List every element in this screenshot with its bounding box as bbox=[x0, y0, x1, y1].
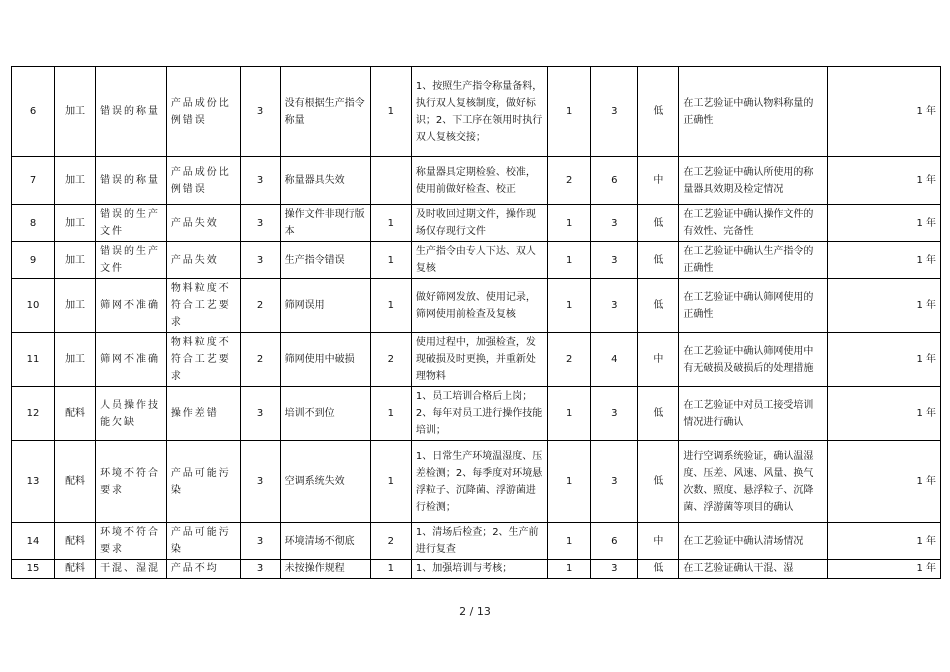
row-number-cell: 12 bbox=[12, 387, 55, 441]
failure-cause-cell: 环境清场不彻底 bbox=[280, 523, 370, 560]
occurrence-cell: 2 bbox=[370, 333, 411, 387]
failure-cause-cell: 培训不到位 bbox=[280, 387, 370, 441]
risk-level-cell: 低 bbox=[638, 242, 679, 279]
review-period-cell: 1 年 bbox=[828, 387, 941, 441]
table-row bbox=[12, 67, 941, 157]
failure-effect-cell: 产品失效 bbox=[166, 242, 240, 279]
validation-measure-cell: 在工艺验证中对员工接受培训情况进行确认 bbox=[679, 387, 828, 441]
review-period-cell: 1 年 bbox=[828, 333, 941, 387]
process-step-cell: 配料 bbox=[55, 560, 96, 579]
severity-cell: 2 bbox=[240, 333, 280, 387]
failure-mode-cell: 错误的称量 bbox=[96, 67, 167, 157]
table-row bbox=[12, 333, 941, 387]
occurrence-cell: 1 bbox=[370, 242, 411, 279]
failure-effect-cell: 产品可能污染 bbox=[166, 441, 240, 523]
process-step-cell: 加工 bbox=[55, 333, 96, 387]
occurrence-cell: 1 bbox=[370, 387, 411, 441]
risk-priority-number-cell: 4 bbox=[591, 333, 638, 387]
failure-effect-cell: 产品不均 bbox=[166, 560, 240, 579]
process-step-cell: 加工 bbox=[55, 157, 96, 205]
validation-measure-cell: 进行空调系统验证，确认温湿度、压差、风速、风量、换气次数、照度、悬浮粒子、沉降菌、浮游菌等项目的确认 bbox=[679, 441, 828, 523]
risk-level-cell: 中 bbox=[638, 523, 679, 560]
current-control-cell: 1、员工培训合格后上岗；2、每年对员工进行操作技能培训； bbox=[411, 387, 547, 441]
failure-effect-cell: 产品失效 bbox=[166, 205, 240, 242]
risk-level-cell: 低 bbox=[638, 279, 679, 333]
failure-mode-cell: 环境不符合要求 bbox=[96, 523, 167, 560]
validation-measure-cell: 在工艺验证确认干混、湿 bbox=[679, 560, 828, 579]
failure-effect-cell: 操作差错 bbox=[166, 387, 240, 441]
failure-effect-cell: 物料粒度不符合工艺要求 bbox=[166, 333, 240, 387]
row-number-cell: 8 bbox=[12, 205, 55, 242]
failure-cause-cell: 操作文件非现行版本 bbox=[280, 205, 370, 242]
row-number-cell: 15 bbox=[12, 560, 55, 579]
detection-cell: 2 bbox=[548, 157, 591, 205]
failure-cause-cell: 筛网误用 bbox=[280, 279, 370, 333]
failure-mode-cell: 人员操作技能欠缺 bbox=[96, 387, 167, 441]
validation-measure-cell: 在工艺验证中确认筛网使用中有无破损及破损后的处理措施 bbox=[679, 333, 828, 387]
row-number-cell: 9 bbox=[12, 242, 55, 279]
review-period-cell: 1 年 bbox=[828, 67, 941, 157]
severity-cell: 3 bbox=[240, 523, 280, 560]
review-period-cell: 1 年 bbox=[828, 242, 941, 279]
validation-measure-cell: 在工艺验证中确认生产指令的正确性 bbox=[679, 242, 828, 279]
risk-level-cell: 低 bbox=[638, 67, 679, 157]
table-row bbox=[12, 242, 941, 279]
failure-cause-cell: 空调系统失效 bbox=[280, 441, 370, 523]
risk-priority-number-cell: 3 bbox=[591, 441, 638, 523]
risk-level-cell: 低 bbox=[638, 441, 679, 523]
process-step-cell: 配料 bbox=[55, 387, 96, 441]
detection-cell: 1 bbox=[548, 387, 591, 441]
risk-level-cell: 低 bbox=[638, 560, 679, 579]
row-number-cell: 10 bbox=[12, 279, 55, 333]
review-period-cell: 1 年 bbox=[828, 523, 941, 560]
validation-measure-cell: 在工艺验证中确认清场情况 bbox=[679, 523, 828, 560]
review-period-cell: 1 年 bbox=[828, 279, 941, 333]
risk-priority-number-cell: 6 bbox=[591, 523, 638, 560]
row-number-cell: 7 bbox=[12, 157, 55, 205]
current-control-cell: 生产指令由专人下达、双人复核 bbox=[411, 242, 547, 279]
severity-cell: 3 bbox=[240, 560, 280, 579]
failure-mode-cell: 干混、湿混 bbox=[96, 560, 167, 579]
detection-cell: 2 bbox=[548, 333, 591, 387]
current-control-cell: 1、加强培训与考核； bbox=[411, 560, 547, 579]
row-number-cell: 13 bbox=[12, 441, 55, 523]
risk-priority-number-cell: 3 bbox=[591, 279, 638, 333]
validation-measure-cell: 在工艺验证中确认所使用的称量器具效期及检定情况 bbox=[679, 157, 828, 205]
failure-cause-cell: 筛网使用中破损 bbox=[280, 333, 370, 387]
table-row bbox=[12, 560, 941, 579]
failure-cause-cell: 未按操作规程 bbox=[280, 560, 370, 579]
occurrence-cell bbox=[370, 157, 411, 205]
page-indicator: 2 / 13 bbox=[459, 605, 491, 618]
table-row bbox=[12, 205, 941, 242]
table-row bbox=[12, 523, 941, 560]
detection-cell: 1 bbox=[548, 523, 591, 560]
occurrence-cell: 2 bbox=[370, 523, 411, 560]
table-row bbox=[12, 157, 941, 205]
detection-cell: 1 bbox=[548, 560, 591, 579]
detection-cell: 1 bbox=[548, 242, 591, 279]
risk-level-cell: 中 bbox=[638, 333, 679, 387]
current-control-cell: 使用过程中，加强检查，发现破损及时更换，并重新处理物料 bbox=[411, 333, 547, 387]
failure-mode-cell: 错误的称量 bbox=[96, 157, 167, 205]
current-control-cell: 1、日常生产环境温湿度、压差检测；2、每季度对环境悬浮粒子、沉降菌、浮游菌进行检测； bbox=[411, 441, 547, 523]
risk-priority-number-cell: 6 bbox=[591, 157, 638, 205]
risk-level-cell: 低 bbox=[638, 205, 679, 242]
failure-mode-cell: 错误的生产文件 bbox=[96, 205, 167, 242]
review-period-cell: 1 年 bbox=[828, 560, 941, 579]
row-number-cell: 11 bbox=[12, 333, 55, 387]
risk-priority-number-cell: 3 bbox=[591, 67, 638, 157]
failure-mode-cell: 错误的生产文件 bbox=[96, 242, 167, 279]
severity-cell: 3 bbox=[240, 205, 280, 242]
process-step-cell: 配料 bbox=[55, 441, 96, 523]
risk-level-cell: 低 bbox=[638, 387, 679, 441]
failure-mode-cell: 筛网不准确 bbox=[96, 333, 167, 387]
severity-cell: 3 bbox=[240, 387, 280, 441]
severity-cell: 3 bbox=[240, 67, 280, 157]
validation-measure-cell: 在工艺验证中确认操作文件的有效性、完备性 bbox=[679, 205, 828, 242]
detection-cell: 1 bbox=[548, 279, 591, 333]
review-period-cell: 1 年 bbox=[828, 157, 941, 205]
failure-effect-cell: 产品成份比例错误 bbox=[166, 67, 240, 157]
validation-measure-cell: 在工艺验证中确认物料称量的正确性 bbox=[679, 67, 828, 157]
detection-cell: 1 bbox=[548, 441, 591, 523]
occurrence-cell: 1 bbox=[370, 205, 411, 242]
current-control-cell: 1、按照生产指令称量备料，执行双人复核制度，做好标识；2、下工序在领用时执行双人复核交接； bbox=[411, 67, 547, 157]
table-row bbox=[12, 279, 941, 333]
row-number-cell: 14 bbox=[12, 523, 55, 560]
failure-effect-cell: 产品可能污染 bbox=[166, 523, 240, 560]
severity-cell: 3 bbox=[240, 242, 280, 279]
failure-effect-cell: 产品成份比例错误 bbox=[166, 157, 240, 205]
detection-cell: 1 bbox=[548, 67, 591, 157]
severity-cell: 3 bbox=[240, 157, 280, 205]
process-step-cell: 加工 bbox=[55, 242, 96, 279]
risk-level-cell: 中 bbox=[638, 157, 679, 205]
table-row bbox=[12, 441, 941, 523]
failure-cause-cell: 生产指令错误 bbox=[280, 242, 370, 279]
review-period-cell: 1 年 bbox=[828, 205, 941, 242]
detection-cell: 1 bbox=[548, 205, 591, 242]
occurrence-cell: 1 bbox=[370, 441, 411, 523]
failure-cause-cell: 称量器具失效 bbox=[280, 157, 370, 205]
current-control-cell: 做好筛网发放、使用记录，筛网使用前检查及复核 bbox=[411, 279, 547, 333]
risk-priority-number-cell: 3 bbox=[591, 242, 638, 279]
occurrence-cell: 1 bbox=[370, 67, 411, 157]
process-step-cell: 加工 bbox=[55, 279, 96, 333]
process-step-cell: 加工 bbox=[55, 67, 96, 157]
current-control-cell: 称量器具定期检验、校准，使用前做好检查、校正 bbox=[411, 157, 547, 205]
risk-priority-number-cell: 3 bbox=[591, 205, 638, 242]
table-row bbox=[12, 387, 941, 441]
failure-mode-cell: 环境不符合要求 bbox=[96, 441, 167, 523]
occurrence-cell: 1 bbox=[370, 279, 411, 333]
risk-priority-number-cell: 3 bbox=[591, 560, 638, 579]
process-step-cell: 加工 bbox=[55, 205, 96, 242]
occurrence-cell: 1 bbox=[370, 560, 411, 579]
severity-cell: 3 bbox=[240, 441, 280, 523]
current-control-cell: 1、清场后检查；2、生产前进行复查 bbox=[411, 523, 547, 560]
risk-assessment-table bbox=[11, 66, 941, 579]
risk-priority-number-cell: 3 bbox=[591, 387, 638, 441]
validation-measure-cell: 在工艺验证中确认筛网使用的正确性 bbox=[679, 279, 828, 333]
review-period-cell: 1 年 bbox=[828, 441, 941, 523]
failure-mode-cell: 筛网不准确 bbox=[96, 279, 167, 333]
failure-cause-cell: 没有根据生产指令称量 bbox=[280, 67, 370, 157]
row-number-cell: 6 bbox=[12, 67, 55, 157]
failure-effect-cell: 物料粒度不符合工艺要求 bbox=[166, 279, 240, 333]
process-step-cell: 配料 bbox=[55, 523, 96, 560]
severity-cell: 2 bbox=[240, 279, 280, 333]
current-control-cell: 及时收回过期文件，操作现场仅存现行文件 bbox=[411, 205, 547, 242]
